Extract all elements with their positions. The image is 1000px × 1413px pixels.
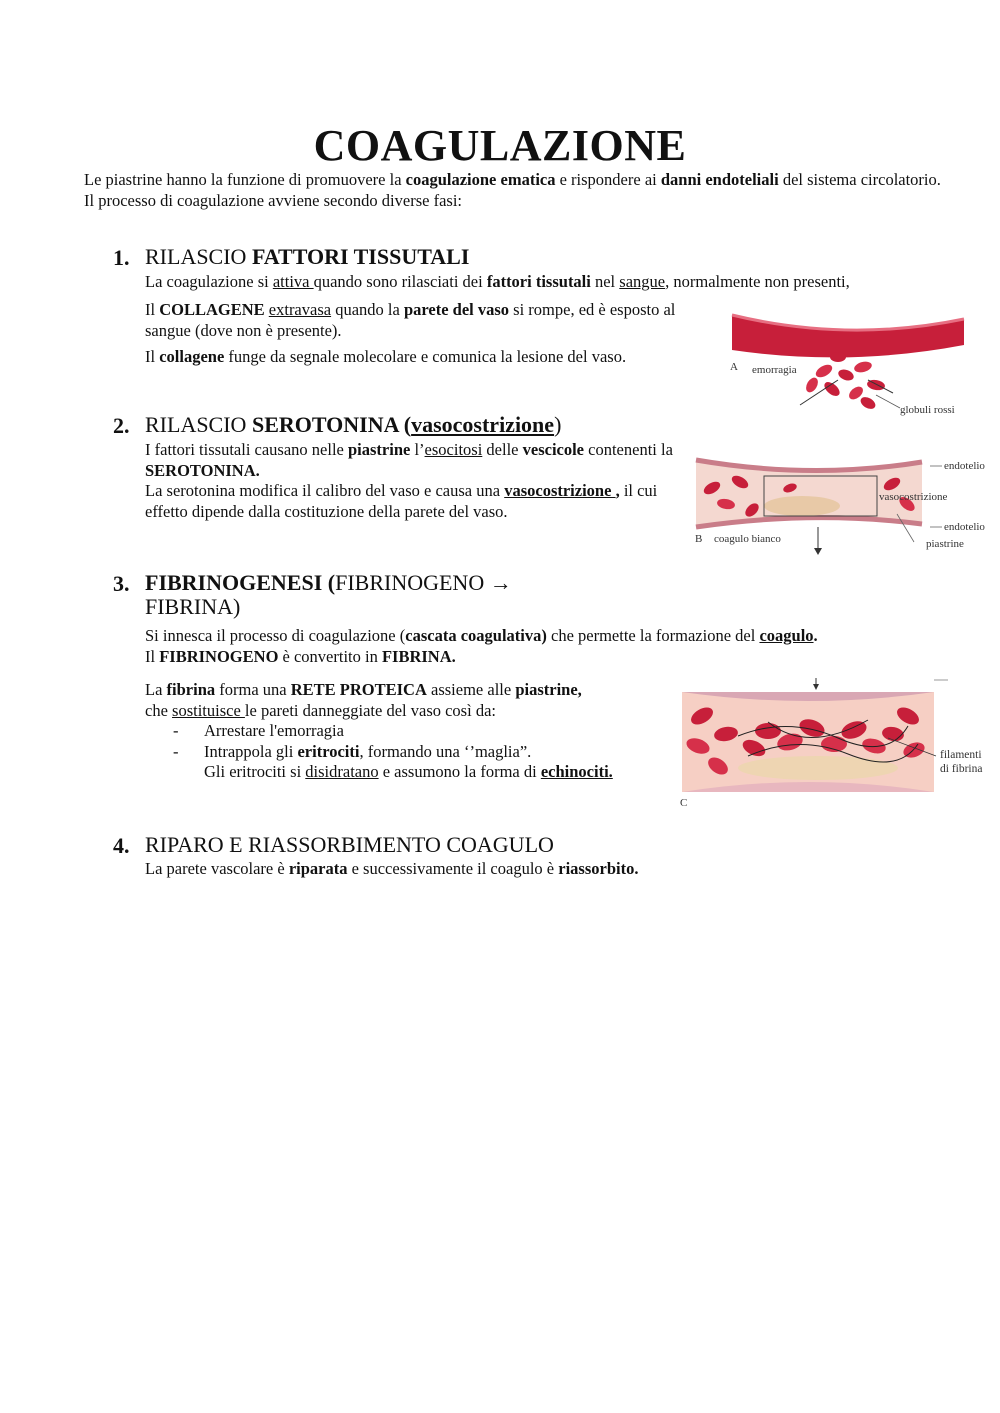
figure-c-letter: C	[680, 797, 688, 809]
figure-b-label-coagulo-bianco: coagulo bianco	[714, 533, 781, 545]
section-1-text-1: La coagulazione si attiva quando sono rilasciati dei fattori tissutali nel sangue, normalmente non presenti,	[145, 272, 850, 291]
figure-c-label-filamenti: filamenti	[940, 749, 982, 761]
figure-b-label-vasocostrizione: vasocostrizione	[879, 491, 948, 503]
intro-paragraph	[84, 170, 964, 211]
intro-line-1: Le piastrine hanno la funzione di promuovere la coagulazione ematica e rispondere ai danni endoteliali del sistema circolatorio.	[84, 170, 941, 189]
list-item: - Arrestare l'emorragia	[173, 721, 344, 740]
section-1-text-2: Il COLLAGENE extravasa quando la parete del vaso si rompe, ed è esposto al sangue (dove non è presente).	[145, 300, 676, 340]
vasoconstriction-figure	[692, 452, 997, 557]
hemorrhage-figure	[728, 305, 968, 420]
figure-b-label-endotelio-top: endotelio	[944, 460, 985, 472]
section-4-text: La parete vascolare è riparata e successivamente il coagulo è riassorbito.	[145, 859, 639, 878]
figure-a-letter: A	[730, 361, 738, 373]
section-3-text-1: Si innesca il processo di coagulazione (cascata coagulativa) che permette la formazione del coagulo. Il FIBRINOGENO è convertito in FIBRINA.	[145, 626, 818, 666]
section-4-number: 4.	[113, 833, 130, 858]
list-item-continuation: Gli eritrociti si disidratano e assumono la forma di echinociti.	[204, 762, 613, 781]
section-2-text: I fattori tissutali causano nelle piastrine l’esocitosi delle vescicole contenenti la SEROTONINA. La serotonina modifica il calibro del vaso e causa una vasocostrizione , il cui effetto dipende dalla costituzione della parete del vaso.	[145, 440, 673, 521]
figure-a-label-globuli-rossi: globuli rossi	[900, 404, 955, 416]
intro-line-2: Il processo di coagulazione avviene secondo diverse fasi:	[84, 190, 462, 210]
section-4-heading: RIPARO E RIASSORBIMENTO COAGULO	[145, 832, 554, 857]
section-2-number: 2.	[113, 413, 130, 438]
page-title: COAGULAZIONE	[313, 121, 687, 170]
section-3-text-2: La fibrina forma una RETE PROTEICA assieme alle piastrine, che sostituisce le pareti danneggiate del vaso così da: - Arrestare l'emorragia - Intrappola gli eritrociti, formando una ‘’maglia”. Gli eritrociti si disidratano e assumono la forma di echinociti.	[145, 680, 675, 783]
section-3-heading: FIBRINOGENESI (FIBRINOGENO → FIBRINA)	[145, 570, 512, 619]
svg-text:A	[730, 361, 738, 373]
section-3-number: 3.	[113, 571, 130, 596]
fibrin-figure	[678, 676, 998, 811]
figure-b-letter: B	[695, 533, 703, 545]
section-1-text-3: Il collagene funge da segnale molecolare e comunica la lesione del vaso.	[145, 347, 627, 366]
list-item: - Intrappola gli eritrociti, formando una ‘’maglia”.	[173, 741, 532, 761]
figure-c-label-di-fibrina: di fibrina	[940, 763, 983, 775]
section-1-number: 1.	[113, 245, 130, 270]
figure-a-label-emorragia: emorragia	[752, 364, 797, 376]
section-2-heading: RILASCIO SEROTONINA (vasocostrizione)	[145, 412, 562, 437]
figure-b-label-endotelio-bottom: endotelio	[944, 521, 985, 533]
figure-b-label-piastrine: piastrine	[926, 538, 964, 550]
section-1-heading: RILASCIO FATTORI TISSUTALI	[145, 244, 470, 269]
